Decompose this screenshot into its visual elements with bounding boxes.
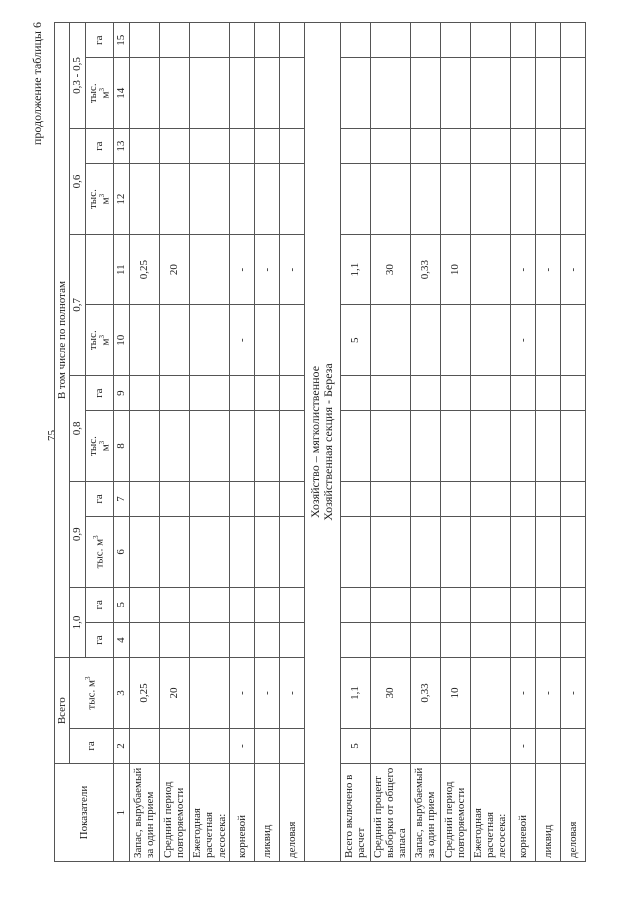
column-number: 4 [113,622,129,657]
table-cell [370,411,410,482]
table-cell [129,164,159,235]
unit-text: м [99,444,112,452]
table-cell [535,129,560,164]
row-label: Запас, вырубаемый за один прием [129,764,159,862]
table-cell [535,728,560,763]
table-cell [279,375,304,410]
table-cell [189,234,229,305]
unit-text: тыс. [86,436,99,456]
table-cell [189,622,229,657]
table-cell [470,58,510,129]
table-cell [560,305,585,376]
header-blank [85,234,113,305]
table-cell: - [510,658,535,729]
table-cell [410,58,440,129]
row-label: Средний период повторяемости [440,764,470,862]
table-cell [370,587,410,622]
table-cell: - [279,658,304,729]
table-cell [510,375,535,410]
header-volume [85,305,113,376]
header-indicators: Показатели [55,764,114,862]
column-number: 14 [113,58,129,129]
table-cell [254,305,279,376]
table-cell [535,375,560,410]
row-label: деловая [279,764,304,862]
table-row [410,23,440,862]
table-cell [560,587,585,622]
row-label: Средний процент выборки от общего запаса [370,764,410,862]
table-cell [560,481,585,516]
table-row [159,23,189,862]
table-cell [279,129,304,164]
table-cell: - [229,305,254,376]
table-cell [440,164,470,235]
table-cell [229,164,254,235]
table-cell [470,658,510,729]
table-cell [254,164,279,235]
header-volume [85,164,113,235]
table-cell [279,411,304,482]
table-cell [560,129,585,164]
table-cell [510,481,535,516]
table-row [560,23,585,862]
table-cell [440,129,470,164]
table-cell [129,622,159,657]
table-cell [340,481,370,516]
table-cell: - [510,234,535,305]
table-cell [410,517,440,588]
table-cell [560,411,585,482]
unit-sup: 3 [97,88,106,92]
row-label: Запас, вырубаемый за один прием [410,764,440,862]
row-label: ликвид [254,764,279,862]
table-cell [370,728,410,763]
table-cell [410,375,440,410]
table-cell [189,481,229,516]
table-cell [254,517,279,588]
unit-sup: 3 [97,334,106,339]
table-cell [159,58,189,129]
header-volume [85,411,113,482]
table-cell [340,23,370,58]
table-row [129,23,159,862]
table-cell: 5 [340,728,370,763]
unit-sup: 3 [84,676,93,681]
row-label: Всего включено в расчет [340,764,370,862]
table-cell [340,375,370,410]
header-total-ha: га [70,728,114,763]
table-cell [440,622,470,657]
table-cell [535,587,560,622]
column-number: 2 [113,728,129,763]
table-cell [159,305,189,376]
header-ha: га [85,129,113,164]
table-row [470,23,510,862]
table-cell [254,481,279,516]
table-cell: 0,25 [129,658,159,729]
page-number: 75 [46,430,58,441]
table-cell [535,58,560,129]
unit-text: м [99,197,112,205]
header-ha: га [85,375,113,410]
table-cell [440,23,470,58]
table-row [229,23,254,862]
table-cell: - [510,728,535,763]
table-cell [254,129,279,164]
table-cell [189,411,229,482]
table-cell [370,23,410,58]
table-cell [189,375,229,410]
table-cell [229,622,254,657]
table-cell [410,129,440,164]
row-label: Ежегодная расчетная лесосека: [189,764,229,862]
header-ha: га [85,481,113,516]
table-cell: 20 [159,234,189,305]
unit-sup: 3 [91,535,100,539]
table-cell: 0,25 [129,234,159,305]
table-section [304,23,340,862]
header-total-volume [70,658,114,729]
table-cell [279,587,304,622]
table-cell [370,481,410,516]
header-density-0-9: 0,9 [70,481,85,587]
table-cell [189,164,229,235]
table-cell [279,728,304,763]
header-row-1 [55,23,70,862]
table-cell [440,58,470,129]
table-cell [189,129,229,164]
table-cell [410,23,440,58]
table-caption: продолжение таблицы 6 [30,22,44,146]
unit-text: тыс. [86,83,99,104]
table-cell [279,23,304,58]
header-volume [85,58,113,129]
table-cell [410,728,440,763]
table-cell [254,411,279,482]
unit-text: тыс. м [85,680,98,710]
column-number: 15 [113,23,129,58]
table-cell [159,23,189,58]
table-cell [129,23,159,58]
table-cell [254,375,279,410]
table-cell [410,411,440,482]
table-cell: 30 [370,234,410,305]
table-cell [159,164,189,235]
table-cell: 1,1 [340,658,370,729]
table-cell [440,728,470,763]
table-cell: - [560,234,585,305]
table-cell [229,58,254,129]
table-cell [129,305,159,376]
header-volume [85,517,113,588]
header-density-0-6: 0,6 [70,129,85,235]
column-number: 9 [113,375,129,410]
table-cell [129,587,159,622]
table-cell [340,164,370,235]
section-title [304,23,340,862]
table-cell [229,411,254,482]
column-number: 1 [113,764,129,862]
table-cell [470,375,510,410]
table-cell [470,411,510,482]
table-cell [535,622,560,657]
table-cell [159,375,189,410]
table-cell [510,411,535,482]
column-number: 3 [113,658,129,729]
table-row [340,23,370,862]
table-cell [510,517,535,588]
table-cell [440,375,470,410]
unit-sup: 3 [97,193,106,198]
table-row [254,23,279,862]
table-cell [279,58,304,129]
table-row [440,23,470,862]
header-density-0-8: 0,8 [70,375,85,481]
header-total: Всего [55,658,70,764]
table-cell [535,517,560,588]
row-label: Ежегодная расчетная лесосека: [470,764,510,862]
table-cell [370,129,410,164]
table-cell [440,481,470,516]
table-cell [189,305,229,376]
table-cell: - [535,234,560,305]
row-label: корневой [229,764,254,862]
row-label: деловая [560,764,585,862]
table-cell: - [229,658,254,729]
unit-text: тыс. м [93,538,106,569]
table-cell: 20 [159,658,189,729]
table-cell [340,411,370,482]
table-cell: 30 [370,658,410,729]
table-row [279,23,304,862]
table-body-top [129,23,304,862]
unit-text: тыс. [86,189,99,209]
table-cell [340,517,370,588]
table-row [510,23,535,862]
table-body-bottom [340,23,585,862]
table-cell [560,728,585,763]
table-cell [410,481,440,516]
table-cell [510,587,535,622]
header-ha: га [85,587,113,622]
table-cell [560,517,585,588]
table-cell: - [560,658,585,729]
table-cell [470,481,510,516]
table-cell [189,58,229,129]
table-cell [440,411,470,482]
table-cell [159,411,189,482]
table-cell [129,58,159,129]
column-number: 6 [113,517,129,588]
table-cell [340,587,370,622]
header-row-2 [70,23,85,862]
column-number: 10 [113,305,129,376]
column-number: 13 [113,129,129,164]
table-cell [440,517,470,588]
section-name: Хозяйственная секция - Береза [321,363,336,521]
table-cell [440,587,470,622]
table-row [370,23,410,862]
table-cell [229,375,254,410]
table-cell [340,58,370,129]
table-cell [370,58,410,129]
table-cell [254,58,279,129]
table-cell: - [510,305,535,376]
table-cell [410,305,440,376]
table-cell: 0,33 [410,234,440,305]
table-row [189,23,229,862]
table-cell [159,129,189,164]
table-cell [159,728,189,763]
table-cell [229,517,254,588]
table-cell [560,622,585,657]
table-cell [279,517,304,588]
table-cell [410,622,440,657]
table-cell [560,164,585,235]
forest-table [54,22,586,862]
table-cell [470,305,510,376]
table-cell [410,164,440,235]
unit-text: м [99,338,112,346]
table-cell [535,164,560,235]
table-cell [510,164,535,235]
table-cell [129,517,159,588]
table-cell [560,375,585,410]
table-cell [560,23,585,58]
table-cell [470,517,510,588]
unit-text: тыс. [86,330,99,351]
table-cell [129,411,159,482]
table-cell: 0,33 [410,658,440,729]
table-cell [229,481,254,516]
section-farm: Хозяйство – мягколиственное [307,365,322,519]
table-cell: 5 [340,305,370,376]
table-cell [254,587,279,622]
table-cell [189,23,229,58]
table-cell [129,728,159,763]
unit-sup: 3 [97,440,106,445]
column-number: 5 [113,587,129,622]
table-cell [229,129,254,164]
header-density-0-7: 0,7 [70,234,85,375]
table-cell [510,622,535,657]
table-cell [560,58,585,129]
table-cell: - [254,658,279,729]
row-label: Средний период повторяемости [159,764,189,862]
column-number: 8 [113,411,129,482]
table-cell [370,164,410,235]
header-ha: га [85,622,113,657]
table-cell: - [279,234,304,305]
table-cell [189,728,229,763]
table-cell [189,587,229,622]
table-cell [340,622,370,657]
table-cell [470,622,510,657]
unit-text: м [99,91,112,99]
table-cell: - [229,234,254,305]
table-cell [370,375,410,410]
table-cell [129,375,159,410]
table-cell [535,411,560,482]
table-cell [254,728,279,763]
table-cell [229,23,254,58]
header-including-by-density: В том числе по полнотам [55,23,70,658]
column-numbers-row [113,23,129,862]
row-label: ликвид [535,764,560,862]
table-cell [370,517,410,588]
table-cell [510,58,535,129]
column-number: 12 [113,164,129,235]
table-cell [279,622,304,657]
table-cell: 10 [440,658,470,729]
table-cell [470,587,510,622]
table-cell [535,481,560,516]
table-cell [129,481,159,516]
table-cell [159,587,189,622]
table-cell [470,129,510,164]
table-cell [254,622,279,657]
table-cell [510,23,535,58]
row-label: корневой [510,764,535,862]
table-cell [189,517,229,588]
table-cell [410,587,440,622]
header-density-0-3-0-5: 0,3 - 0,5 [70,23,85,129]
section-row [304,23,340,862]
table-cell [254,23,279,58]
table-cell [129,129,159,164]
table-cell [189,658,229,729]
table-cell [279,164,304,235]
table-cell: - [229,728,254,763]
table-cell: 10 [440,234,470,305]
table-cell [440,305,470,376]
column-number: 11 [113,234,129,305]
table-cell [279,481,304,516]
table-cell [470,234,510,305]
table-cell: - [254,234,279,305]
table-cell [510,129,535,164]
table-cell [470,23,510,58]
table-cell [159,517,189,588]
table-cell [159,622,189,657]
table-cell [535,23,560,58]
table-cell [229,587,254,622]
table-cell [470,728,510,763]
table-cell [470,164,510,235]
table-cell [370,305,410,376]
header-ha: га [85,23,113,58]
header-density-1-0: 1,0 [70,587,85,658]
table-row [535,23,560,862]
table-cell [370,622,410,657]
table-cell [279,305,304,376]
table-cell [159,481,189,516]
table-cell [340,129,370,164]
table-cell: - [535,658,560,729]
table-cell [535,305,560,376]
table-cell: 1,1 [340,234,370,305]
column-number: 7 [113,481,129,516]
